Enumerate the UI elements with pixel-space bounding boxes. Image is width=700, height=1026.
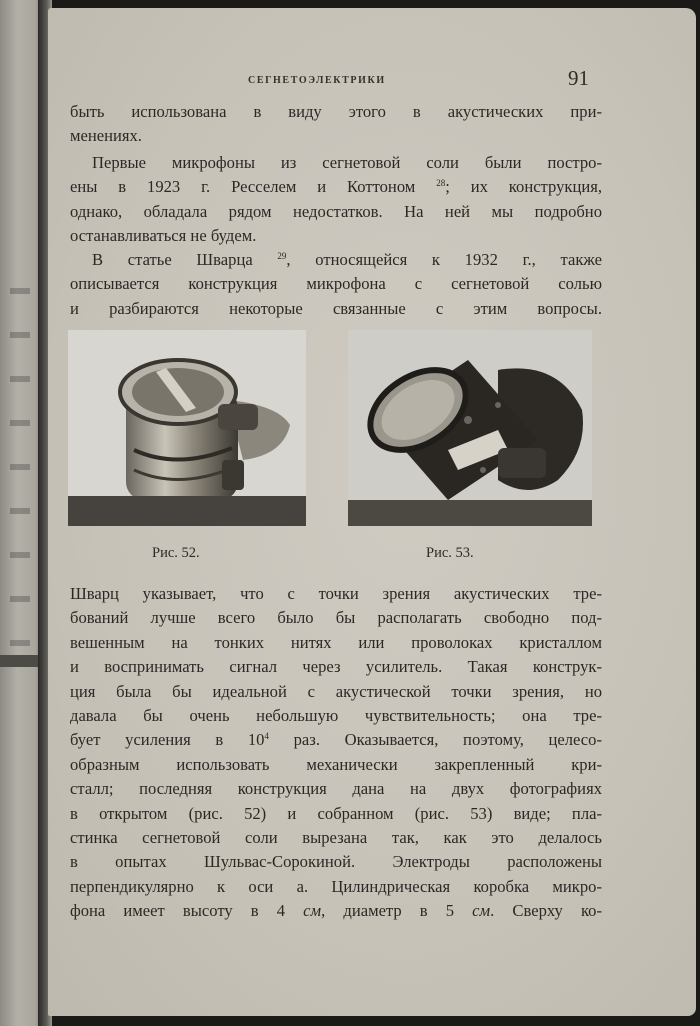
figure-53-caption: Рис. 53. [426, 545, 474, 561]
page-number: 91 [568, 66, 589, 90]
unit-text: см [303, 901, 322, 921]
text-run: , относящейся к 1932 г., также [286, 250, 603, 269]
text-line: давала бы очень небольшую чувствительность; она тре- [70, 706, 602, 726]
text-line: Шварц указывает, что с точки зрения акустических тре- [70, 584, 602, 603]
text-run: В статье Шварца [92, 250, 278, 269]
text-run: бует усиления в 10 [70, 730, 265, 750]
text-line: однако, обладала рядом недостатков. На ней мы подробно [70, 201, 602, 221]
text-line: сталл; последняя конструкция дана на двух фотографиях [70, 779, 602, 799]
text-line [70, 899, 602, 923]
figure-52-caption: Рис. 52. [152, 545, 200, 561]
reference-marker: 28 [436, 178, 446, 189]
figure-53-photo [348, 330, 592, 526]
text-line: Первые микрофоны из сегнетовой соли были постро- [92, 153, 602, 172]
text-line: и разбираются некоторые связанные с этим вопросы. [70, 298, 602, 318]
text-line: перпендикулярно к оси a. Цилиндрическая коробка микро- [70, 876, 602, 896]
text-run: ; их конструкция, [445, 177, 602, 197]
text-line [70, 248, 602, 272]
running-head: сегнетоэлектрики [248, 72, 386, 87]
paragraph-2 [70, 151, 602, 249]
left-page-text-marks [10, 250, 30, 670]
reference-marker: 29 [277, 251, 287, 261]
text-run: ены в 1923 г. Ресселем и Коттоном [70, 177, 437, 197]
figure-floor [68, 496, 306, 526]
unit-text: см [472, 901, 491, 921]
text-line: образным использовать механически закрепленный кри- [70, 754, 602, 774]
text-line: менениях. [70, 126, 142, 146]
exponent: 4 [264, 731, 269, 742]
text-run: фона имеет высоту в 4 [70, 901, 304, 921]
figure-floor [348, 500, 592, 526]
text-line: ция была бы идеальной с акустической точки зрения, но [70, 681, 602, 701]
book-page [48, 8, 696, 1016]
text-line: и воспринимать сигнал через усилитель. Такая конструк- [70, 657, 602, 677]
text-line: бований лучше всего было бы располагать свободно под- [70, 608, 602, 628]
text-line: описывается конструкция микрофона с сегнетовой солью [70, 274, 602, 294]
text-line: в открытом (рис. 52) и собранном (рис. 53) виде; пла- [70, 803, 602, 823]
text-line: стинка сегнетовой соли вырезана так, как это делалось [70, 828, 602, 848]
paragraph-3 [70, 248, 602, 321]
paragraph-4 [70, 582, 602, 924]
text-run: раз. Оказывается, поэтому, целесо- [268, 730, 602, 750]
text-line: останавливаться не будем. [70, 226, 257, 246]
text-line: в опытах Шульвас-Сорокиной. Электроды расположены [70, 852, 602, 872]
text-line [70, 175, 602, 199]
paragraph-1 [70, 100, 602, 149]
figure-52-photo [68, 330, 306, 526]
text-line: быть использована в виду этого в акустических при- [70, 102, 602, 121]
text-line [70, 728, 602, 752]
text-line: вешенным на тонких нитях или проволоках кристаллом [70, 632, 602, 652]
text-run: , диаметр в 5 [321, 901, 473, 921]
text-run: . Сверху ко- [490, 901, 602, 921]
microphone-assembled-photo-icon [348, 330, 592, 526]
